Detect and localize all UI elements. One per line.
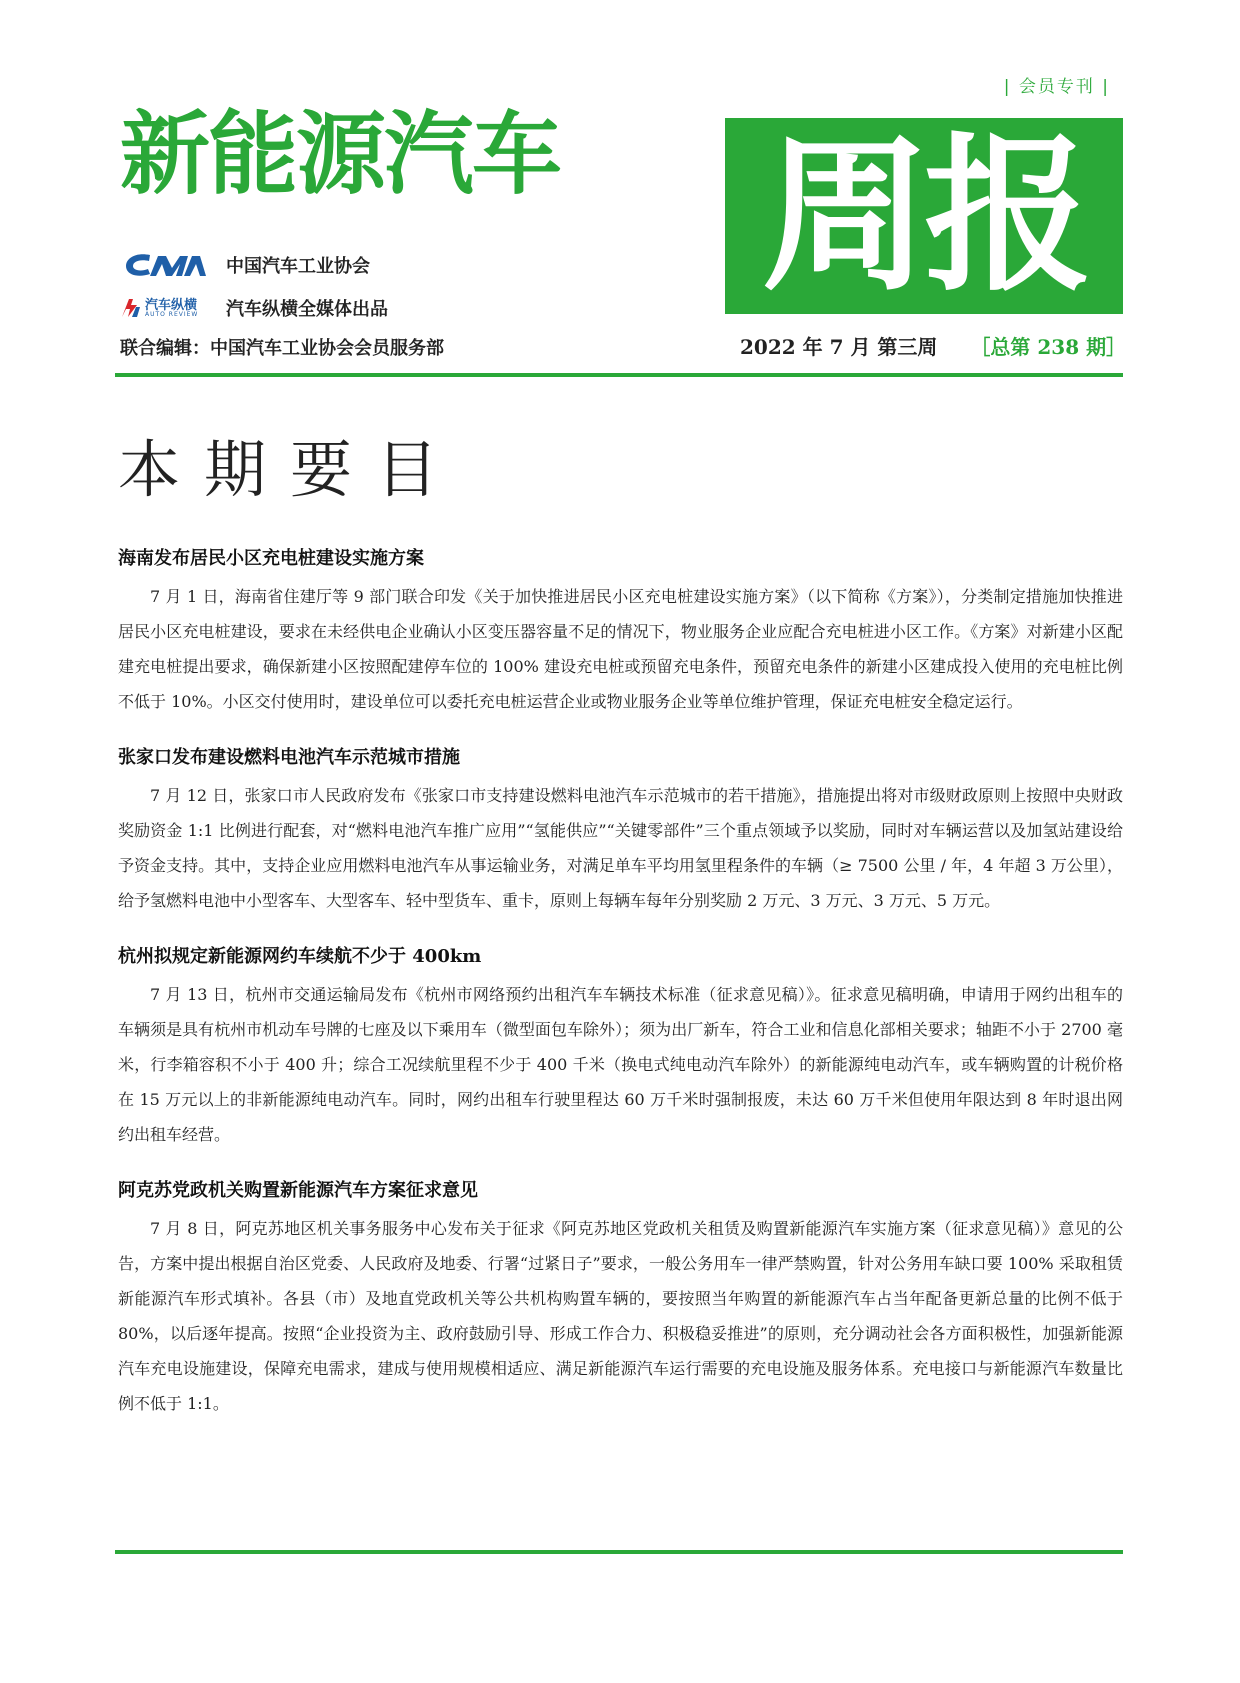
article-body: 7 月 13 日，杭州市交通运输局发布《杭州市网络预约出租汽车车辆技术标准（征求意见稿）》。征求意见稿明确，申请用于网约出租车的车辆须是具有杭州市机动车号牌的七座及以下乘用车（微型面包车除外）；须为出厂新车，符合工业和信息化部相关要求；轴距不小于 2700 毫米，行李箱容积不小于 400 升；综合工况续航里程不少于 400 千米（换电式纯电动汽车除外）的新能源纯电动汽车，或车辆购置的计税价格在 15 万元以上的非新能源纯电动汽车。同时，网约出租车行驶里程达 60 万千米时强制报废，未达 60 万千米但使用年限达到 8 年时退出网约出租车经营。 — [118, 985, 1123, 1144]
article-item — [118, 1177, 1123, 1421]
joint-editor: 联合编辑：中国汽车工业协会会员服务部 — [120, 338, 444, 359]
issue-date: 2022 年 7 月 第三周 — [740, 335, 938, 359]
article-body: 7 月 12 日，张家口市人民政府发布《张家口市支持建设燃料电池汽车示范城市的若干措施》，措施提出将对市级财政原则上按照中央财政奖励资金 1:1 比例进行配套，对“燃料电池汽车推广应用”“氢能供应”“关键零部件”三个重点领域予以奖励，同时对车辆运营以及加氢站建设给予资金支持。其中，支持企业应用燃料电池汽车从事运输业务，对满足单车平均用氢里程条件的车辆（≥ 7500 公里 / 年，4 年超 3 万公里），给予氢燃料电池中小型客车、大型客车、轻中型货车、重卡，原则上每辆车每年分别奖励 2 万元、3 万元、3 万元、5 万元。 — [118, 786, 1123, 910]
section-heading: 本期要目 — [118, 433, 463, 506]
article-list — [118, 545, 1123, 1446]
article-body: 7 月 8 日，阿克苏地区机关事务服务中心发布关于征求《阿克苏地区党政机关租赁及购置新能源汽车实施方案（征求意见稿）》意见的公告，方案中提出根据自治区党委、人民政府及地委、行署“过紧日子”要求，一般公务用车一律严禁购置，针对公务用车缺口要 100% 采取租赁新能源汽车形式填补。各县（市）及地直党政机关等公共机构购置车辆的，要按照当年购置的新能源汽车占当年配备更新总量的比例不低于 80%，以后逐年提高。按照“企业投资为主、政府鼓励引导、形成工作合力、积极稳妥推进”的原则，充分调动社会各方面积极性，加强新能源汽车充电设施建设，保障充电需求，建成与使用规模相适应、满足新能源汽车运行需要的充电设施及服务体系。充电接口与新能源汽车数量比例不低于 1:1。 — [118, 1219, 1123, 1413]
issue-total-number: ［总第 238 期］ — [970, 335, 1127, 359]
footer-divider — [115, 1550, 1123, 1554]
auto-review-mark-icon — [120, 297, 142, 319]
org-primary-name: 中国汽车工业协会 — [226, 256, 370, 277]
article-body: 7 月 1 日，海南省住建厅等 9 部门联合印发《关于加快推进居民小区充电桩建设实施方案》（以下简称《方案》），分类制定措施加快推进居民小区充电桩建设，要求在未经供电企业确认小区变压器容量不足的情况下，物业服务企业应配合充电桩进小区工作。《方案》对新建小区配建充电桩提出要求，确保新建小区按照配建停车位的 100% 建设充电桩或预留充电条件，预留充电条件的新建小区建成投入使用的充电桩比例不低于 10%。小区交付使用时，建设单位可以委托充电桩运营企业或物业服务企业等单位维护管理，保证充电桩安全稳定运行。 — [118, 587, 1123, 711]
article-item — [118, 545, 1123, 719]
auto-review-logo-en: AUTO REVIEW — [145, 310, 199, 318]
org-primary-row — [120, 250, 370, 280]
org-media-name: 汽车纵横全媒体出品 — [226, 299, 388, 320]
article-title: 阿克苏党政机关购置新能源汽车方案征求意见 — [118, 1180, 478, 1201]
weekly-text: 周报 — [762, 118, 1086, 314]
auto-review-logo-cn: 汽车纵横 — [145, 297, 198, 313]
caam-logo-icon — [120, 250, 212, 280]
article-title: 张家口发布建设燃料电池汽车示范城市措施 — [118, 747, 460, 768]
org-media-row — [120, 295, 388, 321]
brand-title: 新能源汽车 — [120, 102, 560, 207]
article-item — [118, 744, 1123, 918]
article-item — [118, 943, 1123, 1152]
header-divider — [115, 373, 1123, 377]
issue-info — [740, 331, 1126, 360]
auto-review-logo — [120, 297, 212, 319]
article-title: 海南发布居民小区充电桩建设实施方案 — [118, 548, 424, 569]
member-edition-tag: | 会员专刊 | — [1003, 77, 1110, 97]
article-title: 杭州拟规定新能源网约车续航不少于 400km — [118, 946, 482, 967]
weekly-badge — [725, 118, 1123, 314]
